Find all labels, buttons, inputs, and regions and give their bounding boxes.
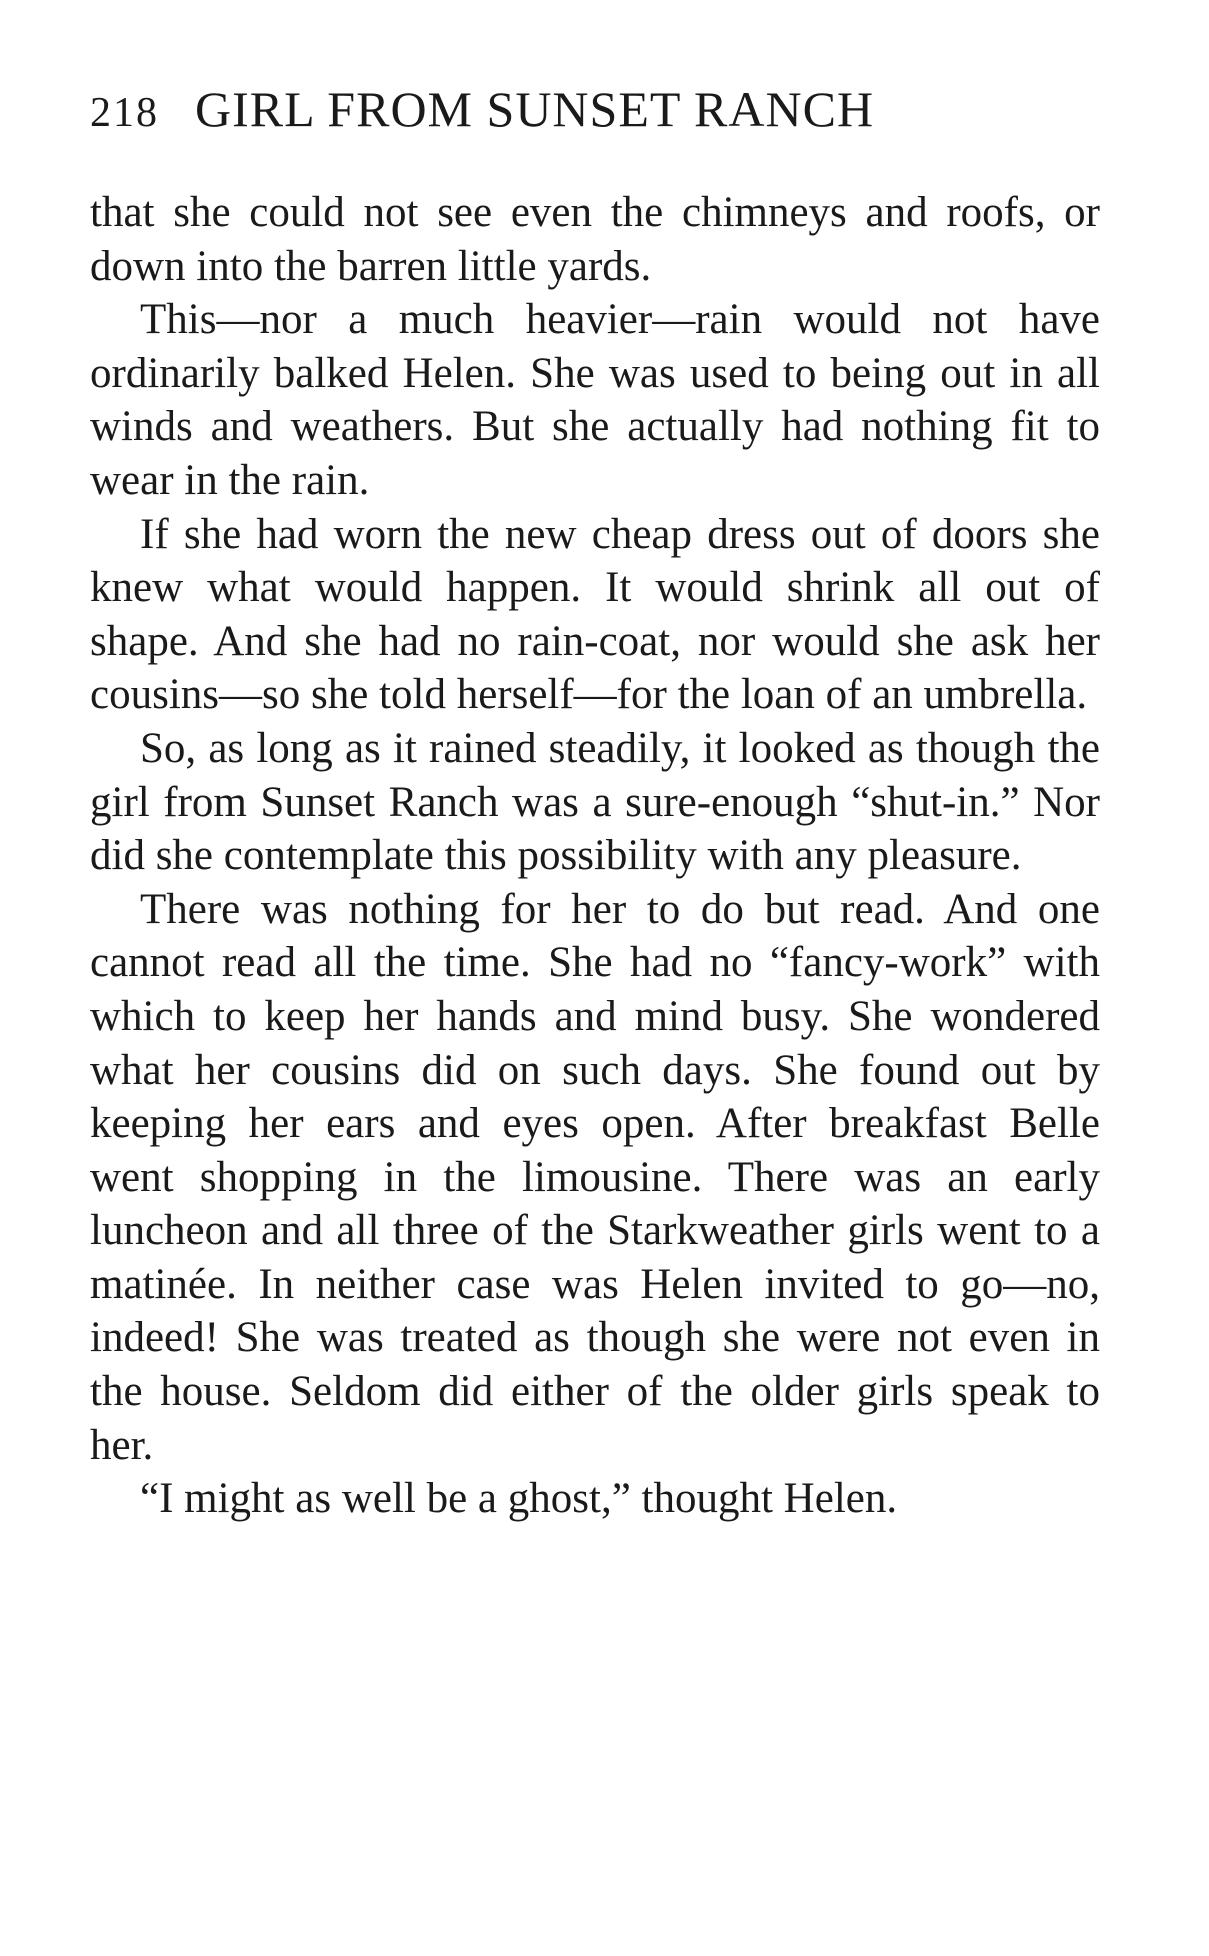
book-page: [90, 0, 1100, 1956]
paragraph-continued: that she could not see even the chimneys and roofs, or down into the barren little yards.: [90, 189, 1100, 290]
paragraph-final: “I might as well be a ghost,” thought Helen.: [140, 1475, 898, 1523]
body-text: [90, 186, 1100, 1526]
paragraph: So, as long as it rained steadily, it looked as though the girl from Sunset Ranch was a sure-enough “shut-in.” Nor did she contemplate this possibility with any pleasure.: [90, 724, 1100, 880]
page-header: [90, 80, 1100, 150]
page-number: 218: [90, 90, 159, 136]
running-title: GIRL FROM SUNSET RANCH: [195, 81, 875, 137]
paragraph: If she had worn the new cheap dress out of doors she knew what would happen. It would shrink all out of shape. And she had no rain-coat, nor would she ask her cousins—so she told herself—for the loan of an umbrella.: [90, 510, 1100, 719]
paragraph: This—nor a much heavier—rain would not have ordinarily balked Helen. She was used to being out in all winds and weathers. But she actually had nothing fit to wear in the rain.: [90, 296, 1100, 504]
paragraph: There was nothing for her to do but read. And one cannot read all the time. She had no “fancy-work” with which to keep her hands and mind busy. She wondered what her cousins did on such days. She found out by keeping her ears and eyes open. After breakfast Belle went shopping in the limousine. There was an early luncheon and all three of the Starkweather girls went to a matinée. In neither case was Helen invited to go—no, indeed! She was treated as though she were not even in the house. Seldom did either of the older girls speak to her.: [90, 885, 1100, 1469]
